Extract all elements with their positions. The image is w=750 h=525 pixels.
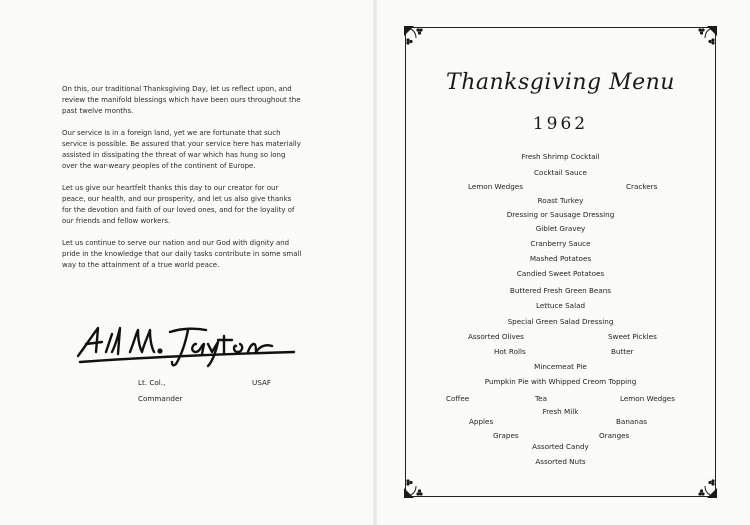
letter-body xyxy=(62,84,302,282)
menu-item: Mashed Potatoes xyxy=(529,254,592,263)
letter-paragraph-4: Let us continue to serve our nation and our God with dignity and pride in the knowledge that our daily tasks contribute in some small way to the attainment of a true world peace. xyxy=(62,239,302,269)
letter-paragraph-2: Our service is in a foreign land, yet we are fortunate that such service is possible. Be assured that your service here has materially assisted in dissipating the threat of war which has hung so long over the war-weary peoples of the continent of Europe. xyxy=(62,129,301,170)
menu-item: Assorted Nuts xyxy=(535,457,586,466)
menu-item: Lemon Wedges xyxy=(468,182,523,191)
menu-item: Bananas xyxy=(616,417,647,426)
menu-item: Hot Rolls xyxy=(494,347,526,356)
grape-vine-corner-ornament-icon xyxy=(402,474,428,500)
menu-item: Assorted Olives xyxy=(468,332,524,341)
menu-item: Roast Turkey xyxy=(537,196,584,205)
menu-title: Thanksgiving Menu xyxy=(446,70,675,95)
menu-item: Fresh Shrimp Cocktail xyxy=(521,152,600,161)
menu-item: Grapes xyxy=(493,431,519,440)
menu-item: Apples xyxy=(469,417,494,426)
menu-item: Cranberry Sauce xyxy=(530,239,591,248)
menu-item: Giblet Gravey xyxy=(535,224,586,233)
menu-item: Fresh Milk xyxy=(542,407,579,416)
grape-vine-corner-ornament-icon xyxy=(402,24,428,50)
menu-item: Crackers xyxy=(626,182,658,191)
grape-vine-corner-ornament-icon xyxy=(693,474,719,500)
menu-item: Special Green Salad Dressing xyxy=(507,317,614,326)
page-fold xyxy=(373,0,377,525)
menu-year: 1962 xyxy=(532,114,589,134)
menu-item: Candied Sweet Potatoes xyxy=(516,269,605,278)
menu-item: Pumpkin Pie with Whipped Creom Topping xyxy=(484,377,637,386)
letter-paragraph-1: On this, our traditional Thanksgiving Day, let us reflect upon, and review the manifold blessings which have been ours throughout the past twelve months. xyxy=(62,85,301,115)
signer-title: Commander xyxy=(138,394,183,403)
menu-item: Mincemeat Pie xyxy=(534,362,587,371)
menu-item: Cocktail Sauce xyxy=(534,168,587,177)
menu-item: Sweet Pickles xyxy=(608,332,657,341)
menu-item: Buttered Fresh Green Beans xyxy=(509,286,612,295)
handwritten-signature xyxy=(72,322,300,368)
menu-item: Tea xyxy=(535,394,547,403)
menu-item: Lemon Wedges xyxy=(620,394,675,403)
menu-page xyxy=(380,0,750,525)
grape-vine-corner-ornament-icon xyxy=(693,24,719,50)
menu-item: Butter xyxy=(611,347,634,356)
signer-organization: USAF xyxy=(252,378,272,387)
menu-item: Lettuce Salad xyxy=(535,301,586,310)
signer-rank: Lt. Col., xyxy=(138,378,166,387)
letter-paragraph-3: Let us give our heartfelt thanks this day to our creator for our peace, our health, and our prosperity, and let us also give thanks for the devotion and faith of our loved ones, and for the loyality of our friends and fellow workers. xyxy=(62,184,295,225)
menu-item: Dressing or Sausage Dressing xyxy=(506,210,615,219)
letter-page xyxy=(0,0,370,525)
menu-item: Assorted Candy xyxy=(532,442,589,451)
menu-item: Coffee xyxy=(446,394,470,403)
menu-item: Oranges xyxy=(599,431,630,440)
